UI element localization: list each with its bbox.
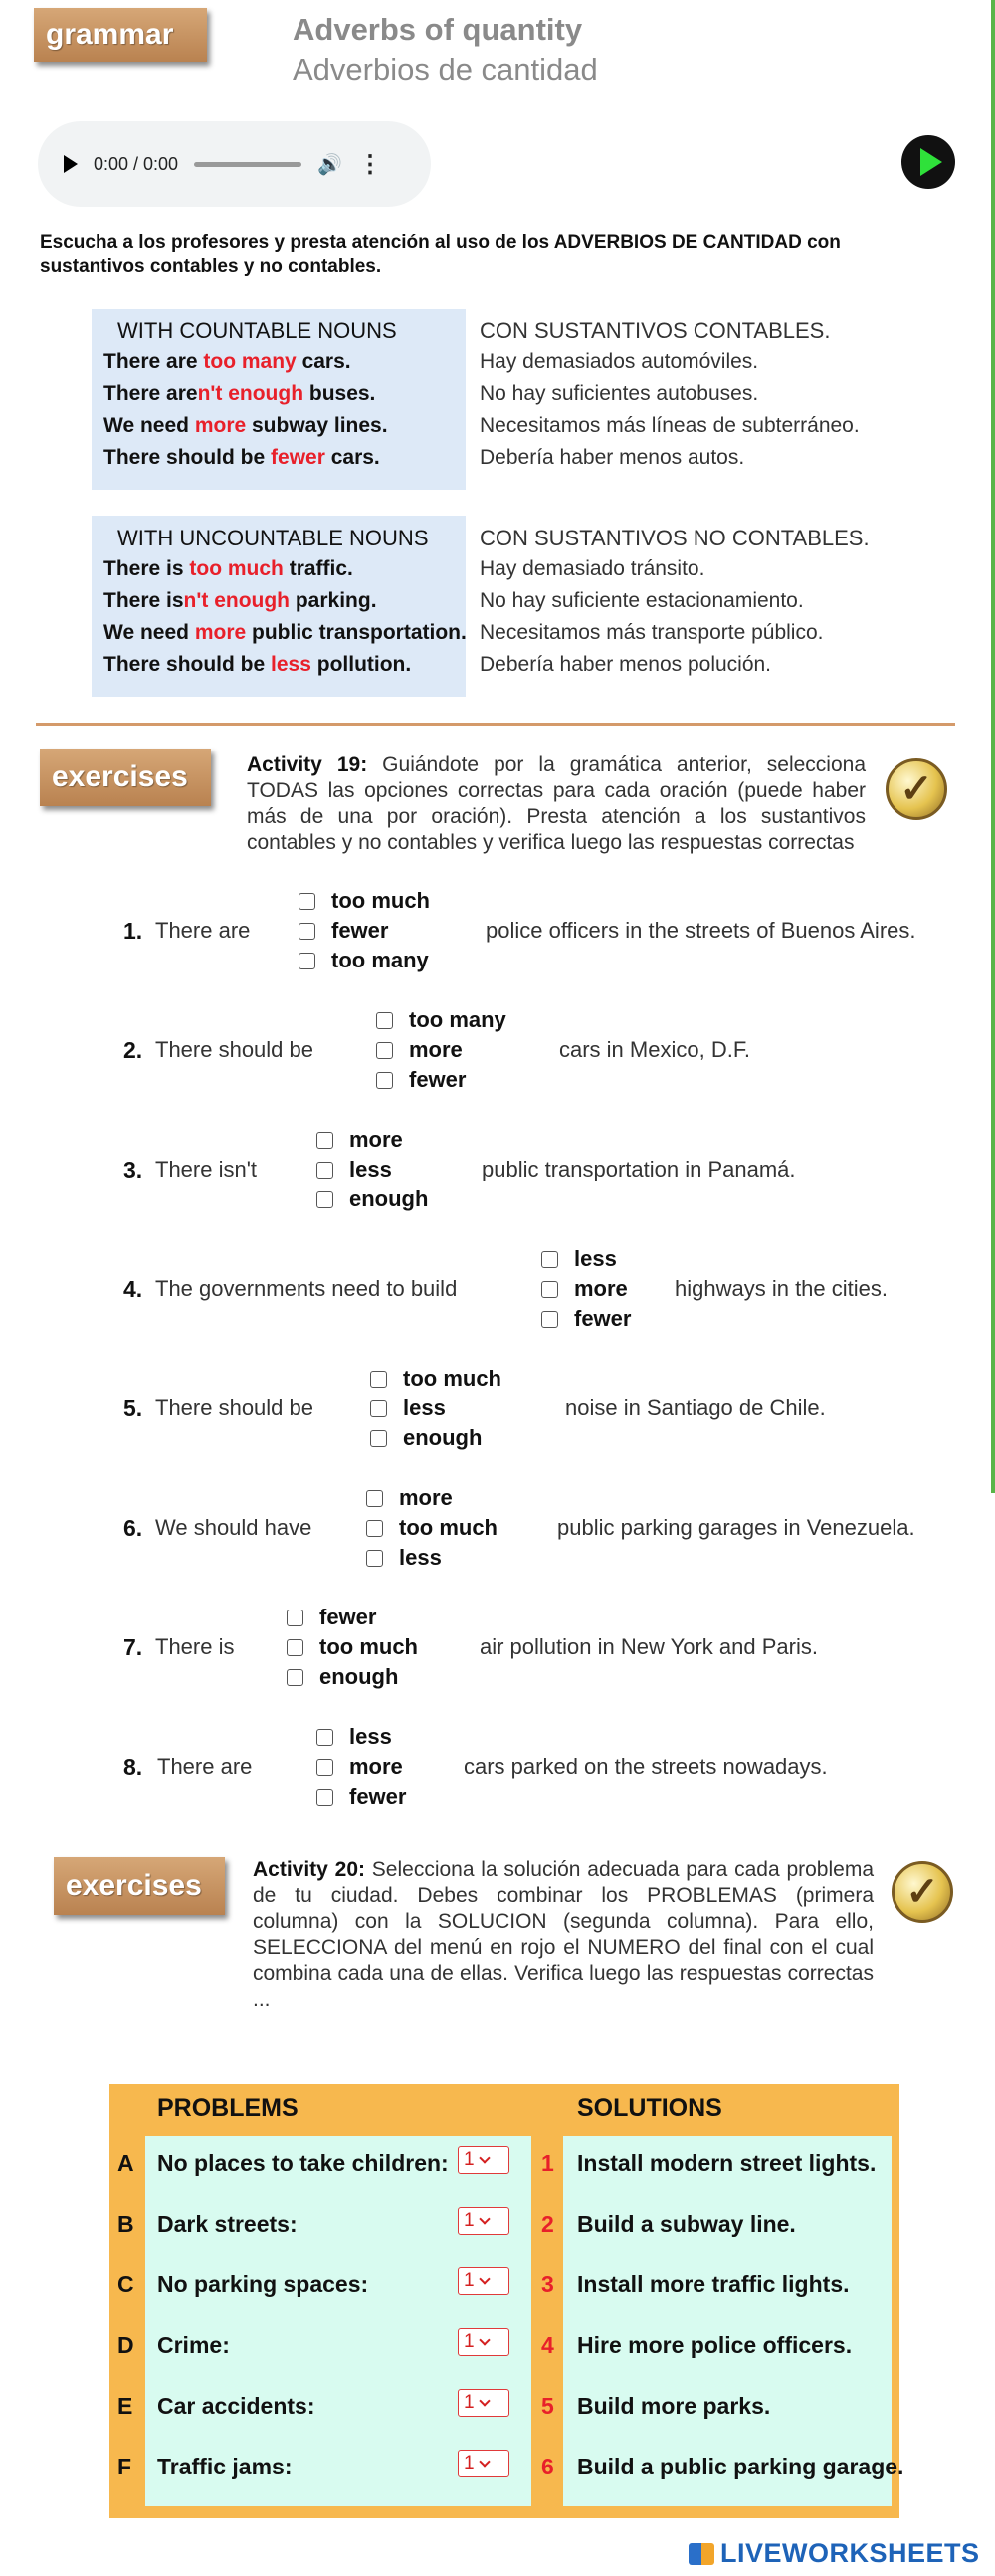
solution-number-select[interactable]	[458, 2389, 509, 2417]
answer-label: less	[399, 1545, 442, 1570]
answer-option[interactable]	[316, 1754, 403, 1780]
problem-letter: C	[117, 2271, 134, 2297]
solution-number: 3	[541, 2271, 554, 2297]
activity-20-body: Selecciona la solución adecuada para cada problema de tu ciudad. Debes combinar los PROBLEMAS (primera columna) con la SOLUCION (segunda columna). Para ello, SELECCIONA del menú en rojo el NUMERO del final con el cual combina cada una de ellas. Verifica luego las respuestas correctas ...	[253, 1858, 874, 2011]
footer-brand[interactable]	[689, 2538, 980, 2569]
answer-label: more	[399, 1485, 453, 1510]
answer-checkbox[interactable]	[287, 1639, 303, 1656]
problem-text: Car accidents:	[157, 2393, 315, 2419]
problem-text: No parking spaces:	[157, 2271, 369, 2297]
question-number: 7.	[123, 1634, 143, 1660]
solutions-column	[563, 2136, 892, 2506]
countable-translation: No hay suficientes autobuses.	[480, 382, 759, 405]
answer-option[interactable]	[316, 1186, 428, 1212]
brand-name: LIVEWORKSHEETS	[720, 2538, 980, 2568]
uncountable-heading-en: WITH UNCOUNTABLE NOUNS	[117, 526, 429, 550]
question-text-before: There should be	[155, 1395, 313, 1420]
play-button[interactable]	[901, 135, 955, 189]
answer-option[interactable]	[370, 1425, 482, 1451]
adverb-highlight: n't enough	[197, 382, 304, 405]
answer-checkbox[interactable]	[541, 1251, 558, 1268]
answer-label: enough	[319, 1664, 399, 1689]
answer-checkbox[interactable]	[366, 1520, 383, 1537]
answer-label: less	[349, 1724, 392, 1749]
adverb-highlight: fewer	[271, 446, 325, 469]
example-text: There should be	[103, 653, 272, 676]
example-text: There should be	[103, 446, 272, 469]
exercises-tag-20: exercises	[54, 1857, 225, 1915]
exercises-tag-19: exercises	[40, 749, 211, 806]
question-text-after: cars in Mexico, D.F.	[559, 1037, 750, 1062]
answer-option[interactable]	[287, 1634, 418, 1660]
chevron-down-icon	[479, 2456, 490, 2467]
question-number: 2.	[123, 1037, 143, 1063]
answer-option[interactable]	[541, 1276, 628, 1302]
select-value: 1	[464, 2392, 475, 2413]
audio-progress-bar[interactable]	[194, 162, 301, 167]
example-text: There is	[103, 557, 190, 580]
question-number: 1.	[123, 918, 143, 944]
solution-number-select[interactable]	[458, 2207, 509, 2235]
activity-19-label: Activity 19:	[247, 753, 368, 776]
problems-header: PROBLEMS	[157, 2094, 298, 2122]
uncountable-example-row	[103, 589, 377, 613]
answer-label: less	[574, 1246, 617, 1271]
solution-number-select[interactable]	[458, 2328, 509, 2356]
audio-player[interactable]	[38, 121, 431, 207]
select-value: 1	[464, 2453, 475, 2473]
answer-checkbox[interactable]	[316, 1191, 333, 1208]
example-text: traffic.	[283, 557, 353, 580]
answer-option[interactable]	[298, 948, 429, 973]
solution-text: Hire more police officers.	[577, 2332, 853, 2358]
adverb-highlight: more	[194, 621, 247, 644]
problem-text: No places to take children:	[157, 2150, 449, 2176]
answer-checkbox[interactable]	[316, 1759, 333, 1776]
chevron-down-icon	[479, 2395, 490, 2406]
solution-number: 6	[541, 2454, 554, 2479]
uncountable-translation: Debería haber menos polución.	[480, 653, 772, 676]
answer-checkbox[interactable]	[376, 1072, 393, 1089]
uncountable-heading-es: CON SUSTANTIVOS NO CONTABLES.	[480, 526, 870, 550]
volume-icon[interactable]: 🔊	[317, 153, 342, 176]
answer-option[interactable]	[316, 1784, 406, 1810]
answer-checkbox[interactable]	[541, 1311, 558, 1328]
answer-option[interactable]	[298, 918, 388, 944]
answer-option[interactable]	[287, 1605, 376, 1630]
select-value: 1	[464, 2270, 475, 2291]
answer-label: fewer	[349, 1784, 407, 1809]
solution-text: Build more parks.	[577, 2393, 771, 2419]
countable-example-row	[103, 446, 380, 470]
solution-number-select[interactable]	[458, 2267, 509, 2295]
answer-label: too many	[409, 1007, 506, 1032]
example-text: buses.	[303, 382, 376, 405]
answer-checkbox[interactable]	[370, 1371, 387, 1388]
question-text-after: police officers in the streets of Buenos Aires.	[486, 918, 916, 943]
question-text-before: The governments need to build	[155, 1276, 458, 1301]
chevron-down-icon	[479, 2273, 490, 2284]
answer-label: more	[409, 1037, 463, 1062]
answer-checkbox[interactable]	[370, 1400, 387, 1417]
answer-checkbox[interactable]	[366, 1490, 383, 1507]
question-text-after: air pollution in New York and Paris.	[480, 1634, 818, 1659]
answer-option[interactable]	[287, 1664, 398, 1690]
question-number: 3.	[123, 1157, 143, 1182]
question-text-before: There is	[155, 1634, 235, 1659]
answer-checkbox[interactable]	[316, 1729, 333, 1746]
example-text: cars.	[296, 350, 351, 373]
example-text: There is	[103, 589, 184, 612]
answer-label: too much	[403, 1366, 501, 1391]
answer-option[interactable]	[376, 1067, 466, 1093]
adverb-highlight: n't enough	[183, 589, 291, 612]
matching-table	[109, 2084, 904, 2518]
answer-option[interactable]	[316, 1724, 392, 1750]
problem-letter: A	[117, 2150, 134, 2176]
countable-heading-en: WITH COUNTABLE NOUNS	[117, 319, 397, 343]
answer-label: enough	[403, 1425, 483, 1450]
instructions: Escucha a los profesores y presta atención al uso de los ADVERBIOS DE CANTIDAD con sustantivos contables y no contables.	[40, 232, 841, 277]
uncountable-translation: Necesitamos más transporte público.	[480, 621, 824, 644]
answer-option[interactable]	[366, 1485, 453, 1511]
question-text-after: public parking garages in Venezuela.	[557, 1515, 915, 1540]
question-number: 5.	[123, 1395, 143, 1421]
solution-text: Install modern street lights.	[577, 2150, 877, 2176]
question-text-after: public transportation in Panamá.	[482, 1157, 796, 1181]
answer-option[interactable]	[541, 1306, 631, 1332]
example-text: pollution.	[310, 653, 412, 676]
answer-checkbox[interactable]	[298, 893, 315, 910]
answer-label: less	[403, 1395, 446, 1420]
page-title: Adverbs of quantity	[293, 12, 583, 47]
answer-label: less	[349, 1157, 392, 1181]
select-value: 1	[464, 2331, 475, 2352]
problem-text: Dark streets:	[157, 2211, 298, 2237]
answer-label: fewer	[331, 918, 389, 943]
answer-option[interactable]	[370, 1395, 446, 1421]
example-text: cars.	[324, 446, 380, 469]
question-text-after: noise in Santiago de Chile.	[565, 1395, 826, 1420]
question-text-after: highways in the cities.	[675, 1276, 888, 1301]
solution-number: 4	[541, 2332, 554, 2358]
solution-text: Build a subway line.	[577, 2211, 796, 2237]
answer-label: fewer	[574, 1306, 632, 1331]
solutions-header: SOLUTIONS	[577, 2094, 722, 2122]
liveworksheets-logo-icon	[689, 2543, 714, 2565]
example-text: There are	[103, 350, 204, 373]
problem-text: Crime:	[157, 2332, 230, 2358]
answer-checkbox[interactable]	[298, 953, 315, 969]
question-text-before: There isn't	[155, 1157, 258, 1181]
example-text: We need	[103, 621, 195, 644]
chevron-down-icon	[479, 2334, 490, 2345]
solution-text: Install more traffic lights.	[577, 2271, 850, 2297]
countable-translation: Hay demasiados automóviles.	[480, 350, 759, 373]
answer-label: too much	[331, 888, 430, 913]
question-text-before: We should have	[155, 1515, 312, 1540]
answer-checkbox[interactable]	[370, 1430, 387, 1447]
uncountable-translation: No hay suficiente estacionamiento.	[480, 589, 804, 612]
answer-label: too much	[399, 1515, 498, 1540]
problem-letter: E	[117, 2393, 133, 2419]
question-text-before: There are	[157, 1754, 253, 1779]
uncountable-example-row	[103, 621, 467, 645]
select-value: 1	[464, 2149, 475, 2170]
answer-checkbox[interactable]	[316, 1162, 333, 1179]
activity-20-label: Activity 20:	[253, 1858, 365, 1881]
problem-letter: B	[117, 2211, 134, 2237]
problem-letter: D	[117, 2332, 134, 2358]
solution-text: Build a public parking garage.	[577, 2454, 904, 2479]
more-options-icon[interactable]: ⋮	[357, 150, 382, 178]
activity-20-text	[253, 1857, 874, 2013]
solution-number-select[interactable]	[458, 2450, 509, 2477]
question-text-before: There should be	[155, 1037, 313, 1062]
question-number: 4.	[123, 1276, 143, 1302]
solution-number: 1	[541, 2150, 554, 2176]
uncountable-translation: Hay demasiado tránsito.	[480, 557, 705, 580]
question-number: 8.	[123, 1754, 143, 1780]
adverb-highlight: too much	[189, 557, 284, 580]
problem-text: Traffic jams:	[157, 2454, 293, 2479]
answer-option[interactable]	[298, 888, 430, 914]
question-text-after: cars parked on the streets nowadays.	[464, 1754, 828, 1779]
page-subtitle: Adverbios de cantidad	[293, 52, 598, 87]
answer-checkbox[interactable]	[316, 1132, 333, 1149]
answer-option[interactable]	[376, 1037, 463, 1063]
countable-heading-es: CON SUSTANTIVOS CONTABLES.	[480, 319, 831, 343]
answer-checkbox[interactable]	[376, 1012, 393, 1029]
answer-option[interactable]	[541, 1246, 617, 1272]
play-icon	[920, 148, 942, 176]
solution-number: 5	[541, 2393, 554, 2419]
answer-option[interactable]	[366, 1545, 442, 1571]
answer-checkbox[interactable]	[541, 1281, 558, 1298]
answer-checkbox[interactable]	[287, 1669, 303, 1686]
activity-19-text	[247, 752, 866, 856]
question-text-before: There are	[155, 918, 251, 943]
example-text: public transportation.	[246, 621, 467, 644]
answer-label: fewer	[319, 1605, 377, 1629]
answer-checkbox[interactable]	[316, 1789, 333, 1806]
check-answers-icon-20[interactable]: ✓	[892, 1861, 953, 1923]
section-divider	[36, 723, 955, 726]
countable-example-row	[103, 414, 388, 438]
answer-label: more	[349, 1754, 403, 1779]
question-number: 6.	[123, 1515, 143, 1541]
answer-option[interactable]	[316, 1157, 392, 1182]
answer-option[interactable]	[370, 1366, 501, 1392]
select-value: 1	[464, 2210, 475, 2231]
example-text: parking.	[290, 589, 377, 612]
right-border	[991, 0, 995, 1493]
adverb-highlight: more	[194, 414, 247, 437]
chevron-down-icon	[479, 2213, 490, 2224]
answer-checkbox[interactable]	[298, 923, 315, 940]
countable-translation: Necesitamos más líneas de subterráneo.	[480, 414, 860, 437]
uncountable-example-row	[103, 653, 411, 677]
answer-option[interactable]	[366, 1515, 498, 1541]
example-text: subway lines.	[246, 414, 388, 437]
answer-label: enough	[349, 1186, 429, 1211]
adverb-highlight: too many	[203, 350, 297, 373]
answer-checkbox[interactable]	[287, 1610, 303, 1626]
example-text: There are	[103, 382, 198, 405]
solution-number-select[interactable]	[458, 2146, 509, 2174]
problem-letter: F	[117, 2454, 132, 2479]
adverb-highlight: less	[271, 653, 311, 676]
uncountable-example-row	[103, 557, 353, 581]
solution-number: 2	[541, 2211, 554, 2237]
countable-translation: Debería haber menos autos.	[480, 446, 745, 469]
grammar-tag: grammar	[34, 8, 207, 62]
activity-19-body: Guiándote por la gramática anterior, selecciona TODAS las opciones correctas para cada oración (puede haber más de una por oración). Presta atención a los sustantivos contables y no contables y verifica luego las respuestas correctas	[247, 753, 867, 854]
countable-example-row	[103, 350, 351, 374]
answer-label: too many	[331, 948, 429, 972]
check-answers-icon[interactable]: ✓	[886, 758, 947, 820]
answer-option[interactable]	[316, 1127, 403, 1153]
answer-label: too much	[319, 1634, 418, 1659]
audio-time: 0:00 / 0:00	[94, 153, 179, 174]
answer-label: more	[574, 1276, 628, 1301]
answer-label: fewer	[409, 1067, 467, 1092]
countable-example-row	[103, 382, 375, 406]
audio-play-icon[interactable]	[64, 155, 78, 173]
answer-checkbox[interactable]	[366, 1550, 383, 1567]
answer-option[interactable]	[376, 1007, 506, 1033]
example-text: We need	[103, 414, 195, 437]
answer-checkbox[interactable]	[376, 1042, 393, 1059]
answer-label: more	[349, 1127, 403, 1152]
chevron-down-icon	[479, 2152, 490, 2163]
